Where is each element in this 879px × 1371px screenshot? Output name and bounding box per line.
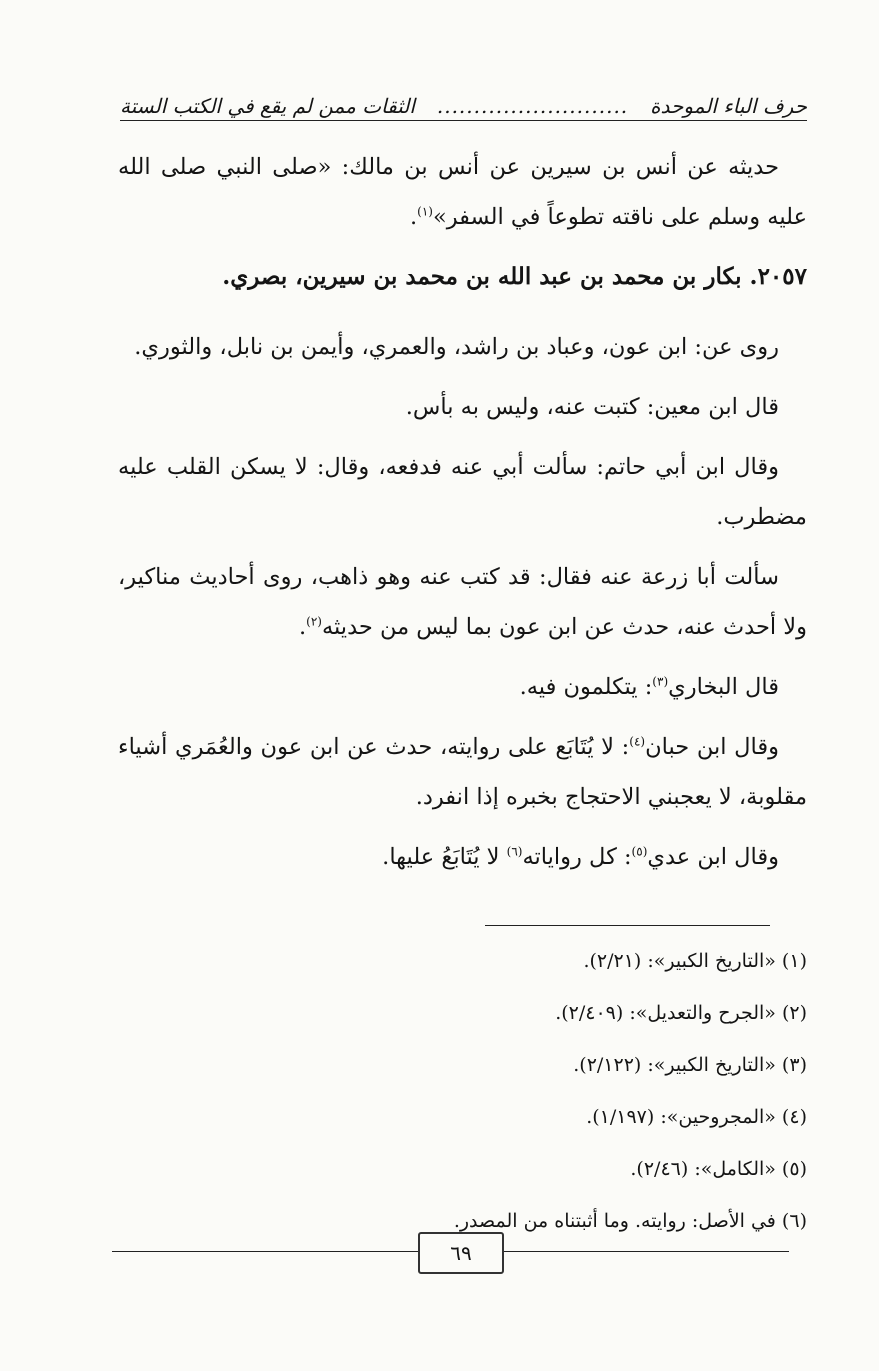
paragraph: وقال ابن عدي$^{(٥)}$: كل رواياته$^{(٦)}$ لا يُتَابَعُ عليها.: [382, 844, 779, 870]
paragraph: وقال ابن حبان$^{(٤)}$: لا يُتَابَع على روايته، حدث عن ابن عون والعُمَري أشياء مقلوبة، لا يعجبني الاحتجاج بخبره إذا انفرد.: [118, 734, 807, 810]
main-text: [118, 142, 807, 892]
footnote-ref: (٢): [306, 614, 322, 629]
header-chapter-title: حرف الباء الموحدة: [650, 94, 807, 118]
paragraph: قال ابن معين: كتبت عنه، وليس به بأس.: [405, 394, 779, 420]
page-number: ٦٩: [418, 1232, 504, 1274]
header-book-title: الثقات ممن لم يقع في الكتب الستة: [120, 94, 415, 118]
paragraph: وقال ابن أبي حاتم: سألت أبي عنه فدفعه، وقال: لا يسكن القلب عليه مضطرب.: [118, 454, 807, 530]
footnote: (٥) «الكامل»: (٢/٤٦).: [630, 1158, 807, 1180]
footnote: (٦) في الأصل: روايته. وما أثبتناه من المصدر.: [453, 1210, 807, 1232]
footnote: (١) «التاريخ الكبير»: (٢/٢١).: [583, 950, 807, 972]
footnote-ref: (٣): [652, 674, 669, 689]
paragraph: حديثه عن أنس بن سيرين عن أنس بن مالك: «صلى النبي صلى الله عليه وسلم على ناقته تطوعاً في السفر»$^{(١)}$.: [118, 154, 807, 230]
footnote-ref: (٥): [631, 844, 648, 859]
paragraph: قال البخاري$^{(٣)}$: يتكلمون فيه.: [519, 674, 779, 700]
footnote-ref: (٦): [506, 844, 523, 859]
entry-heading: ٢٠٥٧. بكار بن محمد بن عبد الله بن محمد بن سيرين، بصري.: [222, 263, 807, 290]
footnote-ref: (٤): [629, 734, 646, 749]
footnote-separator: [485, 925, 770, 926]
footnote: (٣) «التاريخ الكبير»: (٢/١٢٢).: [573, 1054, 807, 1076]
paragraph: روى عن: ابن عون، وعباد بن راشد، والعمري، وأيمن بن نابل، والثوري.: [134, 334, 779, 360]
paragraph: سألت أبا زرعة عنه فقال: قد كتب عنه وهو ذاهب، روى أحاديث مناكير، ولا أحدث عنه، حدث عن ابن عون بما ليس من حديثه$^{(٢)}$.: [118, 564, 807, 640]
header-dot-leader: ..........................: [436, 94, 629, 118]
running-header: [120, 82, 807, 121]
footnote: (٤) «المجروحين»: (١/١٩٧).: [586, 1106, 807, 1128]
footnotes: [300, 935, 807, 1247]
footnote-ref: (١): [417, 204, 433, 219]
footnote: (٢) «الجرح والتعديل»: (٢/٤٠٩).: [555, 1002, 807, 1024]
